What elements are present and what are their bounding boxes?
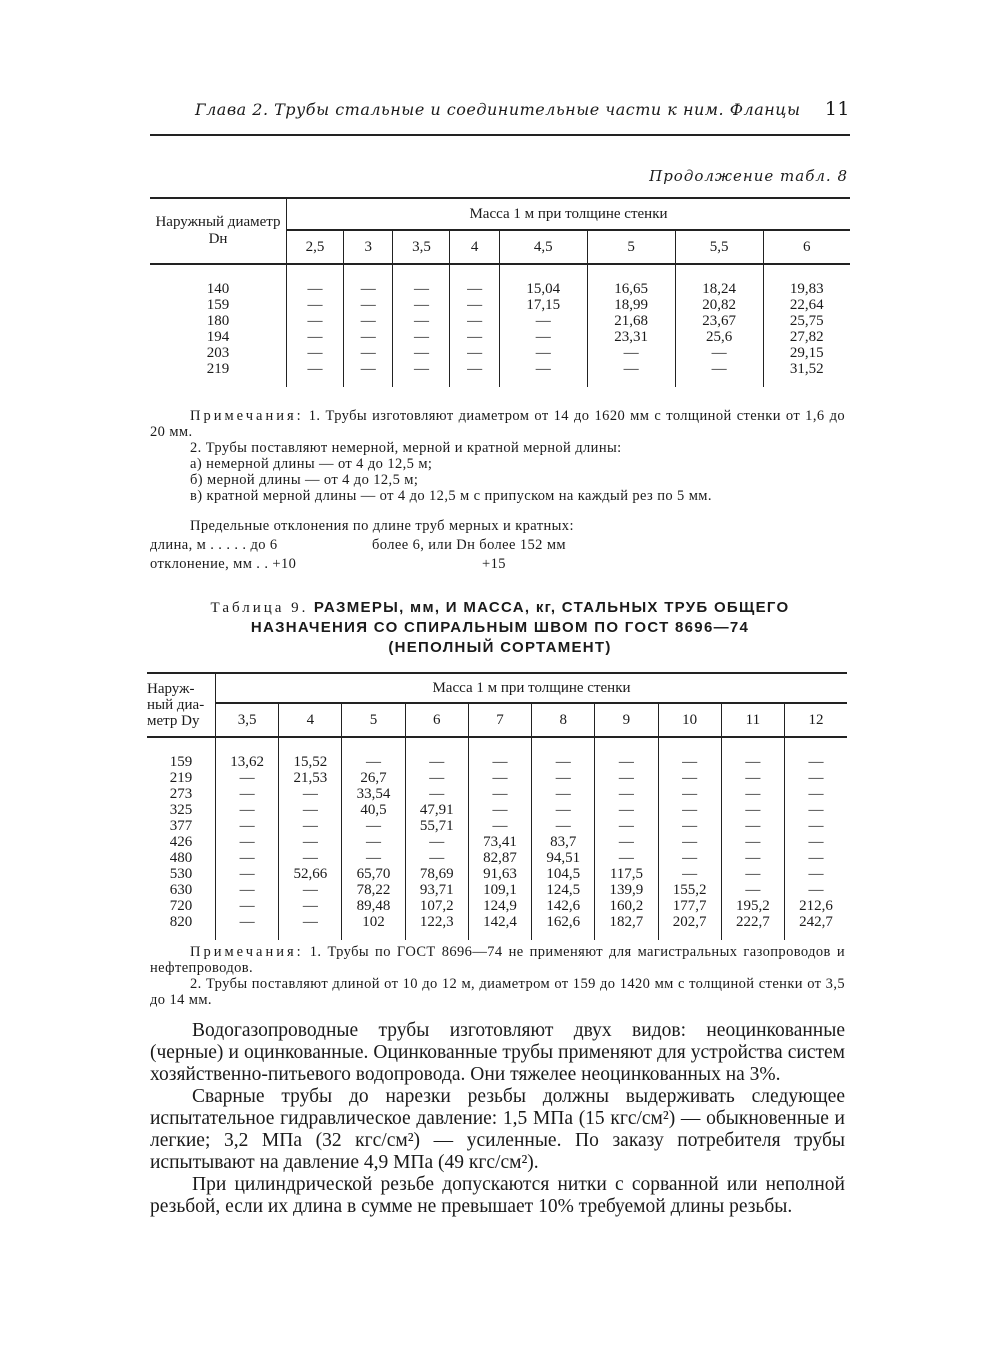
mass-cell: — <box>279 786 342 802</box>
table9-title <box>150 598 850 658</box>
mass-cell: — <box>468 802 531 818</box>
diameter-cell: 219 <box>169 770 193 786</box>
mass-cell: 78,22 <box>342 882 405 898</box>
mass-cell: — <box>784 882 847 898</box>
table-subtitle: (НЕПОЛНЫЙ СОРТАМЕНТ) <box>388 639 612 656</box>
thickness-header: 4,5 <box>499 230 587 264</box>
mass-cell: — <box>721 818 784 834</box>
mass-cell: — <box>279 850 342 866</box>
mass-cell: — <box>658 737 721 770</box>
deviation-label: отклонение, мм . . +10 <box>150 556 297 572</box>
mass-cell: — <box>468 818 531 834</box>
mass-cell: — <box>279 882 342 898</box>
thickness-header: 12 <box>784 703 847 737</box>
mass-cell: — <box>499 313 587 329</box>
body-text <box>150 1020 845 1218</box>
mass-cell: 25,75 <box>763 313 850 329</box>
mass-cell: — <box>595 770 658 786</box>
mass-cell: 109,1 <box>468 882 531 898</box>
table-row <box>147 850 847 866</box>
table-row <box>150 345 850 361</box>
mass-cell: — <box>721 770 784 786</box>
mass-cell: — <box>216 802 279 818</box>
mass-cell: 33,54 <box>342 786 405 802</box>
thickness-header: 10 <box>658 703 721 737</box>
thickness-header: 5 <box>342 703 405 737</box>
mass-cell: 89,48 <box>342 898 405 914</box>
mass-cell: 107,2 <box>405 898 468 914</box>
mass-cell: — <box>784 834 847 850</box>
mass-cell: 47,91 <box>405 802 468 818</box>
mass-cell: — <box>499 345 587 361</box>
mass-cell: — <box>405 737 468 770</box>
deviation-value-2: +15 <box>482 556 506 572</box>
mass-cell: — <box>216 786 279 802</box>
thickness-header: 5,5 <box>675 230 763 264</box>
mass-cell: — <box>344 345 393 361</box>
mass-cell: — <box>721 834 784 850</box>
mass-cell: — <box>344 329 393 345</box>
diameter-cell: 194 <box>206 329 230 345</box>
mass-cell: — <box>287 329 344 345</box>
mass-cell: — <box>532 786 595 802</box>
mass-cell: — <box>532 802 595 818</box>
mass-cell: — <box>784 770 847 786</box>
mass-cell: — <box>342 834 405 850</box>
mass-cell: — <box>595 737 658 770</box>
mass-cell: — <box>216 850 279 866</box>
mass-cell: 65,70 <box>342 866 405 882</box>
mass-cell: — <box>287 297 344 313</box>
mass-cell: 55,71 <box>405 818 468 834</box>
mass-cell: — <box>721 737 784 770</box>
thickness-header: 3 <box>344 230 393 264</box>
mass-cell: — <box>393 264 450 297</box>
thickness-header: 7 <box>468 703 531 737</box>
table-caption: РАЗМЕРЫ, мм, И МАССА, кг, СТАЛЬНЫХ ТРУБ ОБЩЕГО НАЗНАЧЕНИЯ СО СПИРАЛЬНЫМ ШВОМ ПО ГОСТ 8696—74 <box>250 599 790 636</box>
table-row <box>147 898 847 914</box>
thickness-header: 3,5 <box>393 230 450 264</box>
diameter-cell: 426 <box>169 834 193 850</box>
table-row <box>147 866 847 882</box>
mass-cell: 242,7 <box>784 914 847 940</box>
mass-cell: — <box>595 818 658 834</box>
mass-cell: 13,62 <box>216 737 279 770</box>
note-1: 1. Трубы по ГОСТ 8696—74 не применяют для магистральных газопроводов и нефтепроводов. <box>150 944 845 976</box>
paragraph: Водогазопроводные трубы изготовляют двух видов: неоцинкованные (черные) и оцинкованные. Оцинкованные трубы применяют для устройства систем хозяйственно-питьевого водопровода. Они тяжелее неоцинкованных на 3%. <box>150 1020 845 1085</box>
mass-cell: 91,63 <box>468 866 531 882</box>
mass-cell: — <box>279 834 342 850</box>
mass-cell: — <box>216 834 279 850</box>
note-2a: а) немерной длины — от 4 до 12,5 м; <box>190 456 433 472</box>
note-2: 2. Трубы поставляют длиной от 10 до 12 м, диаметром от 159 до 1420 мм с толщиной стенки от 3,5 до 14 мм. <box>150 976 845 1008</box>
mass-cell: — <box>216 914 279 940</box>
thickness-header: 2,5 <box>287 230 344 264</box>
mass-cell: — <box>216 866 279 882</box>
table-row <box>150 313 850 329</box>
mass-cell: — <box>784 802 847 818</box>
mass-cell: 21,53 <box>279 770 342 786</box>
length-label: длина, м . . . . . до 6 <box>150 537 278 553</box>
note-2: 2. Трубы поставляют немерной, мерной и кратной мерной длины: <box>190 440 622 456</box>
mass-cell: — <box>287 345 344 361</box>
diameter-cell: 180 <box>206 313 230 329</box>
mass-cell: 142,4 <box>468 914 531 940</box>
mass-cell: 82,87 <box>468 850 531 866</box>
diameter-cell: 273 <box>169 786 193 802</box>
mass-cell: — <box>658 786 721 802</box>
mass-cell: — <box>287 313 344 329</box>
mass-cell: — <box>784 786 847 802</box>
mass-cell: 160,2 <box>595 898 658 914</box>
paragraph: При цилиндрической резьбе допускаются нитки с сорванной или неполной резьбой, если их длина в сумме не превышает 10% требуемой длины резьбы. <box>150 1174 845 1217</box>
mass-cell: 182,7 <box>595 914 658 940</box>
mass-cell: — <box>532 737 595 770</box>
mass-cell: — <box>405 770 468 786</box>
mass-cell: 22,64 <box>763 297 850 313</box>
mass-cell: — <box>721 786 784 802</box>
table-row <box>150 297 850 313</box>
mass-cell: — <box>595 802 658 818</box>
mass-cell: 21,68 <box>587 313 675 329</box>
table-9 <box>147 672 847 940</box>
mass-cell: 195,2 <box>721 898 784 914</box>
mass-cell: — <box>216 818 279 834</box>
col-header-diameter: Наружный диаметр Dн <box>150 198 287 264</box>
mass-cell: — <box>658 770 721 786</box>
mass-cell: — <box>721 850 784 866</box>
thickness-header: 9 <box>595 703 658 737</box>
mass-cell: 117,5 <box>595 866 658 882</box>
mass-cell: — <box>342 737 405 770</box>
mass-cell: 124,9 <box>468 898 531 914</box>
mass-cell: — <box>784 866 847 882</box>
table-row <box>150 361 850 387</box>
table-row <box>147 882 847 898</box>
thickness-header: 4 <box>450 230 499 264</box>
paragraph: Сварные трубы до нарезки резьбы должны выдерживать следующее испытательное гидравлическое давление: 1,5 МПа (15 кгс/см²) — обыкновенные и легкие; 3,2 МПа (32 кгс/см²) — усиленные. По заказу потребителя трубы испытывают на давление 4,9 МПа (49 кгс/см²). <box>150 1086 845 1173</box>
mass-cell: 73,41 <box>468 834 531 850</box>
mass-cell: — <box>658 850 721 866</box>
table-row <box>147 770 847 786</box>
mass-cell: — <box>216 882 279 898</box>
note-2c: в) кратной мерной длины — от 4 до 12,5 м с припуском на каждый рез по 5 мм. <box>190 488 712 504</box>
mass-cell: 142,6 <box>532 898 595 914</box>
mass-cell: — <box>468 737 531 770</box>
mass-cell: — <box>595 786 658 802</box>
diameter-cell: 530 <box>169 866 193 882</box>
mass-cell: — <box>393 361 450 387</box>
mass-cell: — <box>784 818 847 834</box>
mass-cell: 20,82 <box>675 297 763 313</box>
table-number: Таблица 9. <box>210 600 309 616</box>
mass-cell: 212,6 <box>784 898 847 914</box>
table-row <box>147 802 847 818</box>
mass-cell: — <box>279 898 342 914</box>
mass-cell: 124,5 <box>532 882 595 898</box>
diameter-cell: 203 <box>206 345 230 361</box>
thickness-header: 5 <box>587 230 675 264</box>
mass-cell: — <box>532 818 595 834</box>
mass-cell: — <box>344 313 393 329</box>
chapter-title: Глава 2. Трубы стальные и соединительные части к ним. Фланцы <box>195 100 801 119</box>
mass-cell: 26,7 <box>342 770 405 786</box>
table8-notes <box>150 408 845 572</box>
mass-cell: — <box>279 818 342 834</box>
mass-cell: — <box>279 914 342 940</box>
mass-cell: — <box>344 361 393 387</box>
mass-cell: — <box>499 329 587 345</box>
mass-cell: 15,04 <box>499 264 587 297</box>
mass-cell: — <box>468 770 531 786</box>
mass-cell: — <box>721 802 784 818</box>
thickness-header: 6 <box>763 230 850 264</box>
mass-cell: 202,7 <box>658 914 721 940</box>
mass-cell: 104,5 <box>532 866 595 882</box>
diameter-cell: 219 <box>206 361 230 377</box>
thickness-header: 8 <box>532 703 595 737</box>
table8-continuation: Продолжение табл. 8 <box>649 167 848 185</box>
mass-cell: — <box>344 297 393 313</box>
mass-cell: 19,83 <box>763 264 850 297</box>
table-row <box>147 818 847 834</box>
mass-cell: — <box>468 786 531 802</box>
thickness-header: 3,5 <box>216 703 279 737</box>
col-header-diameter: Наруж-ный диа-метр Dу <box>147 673 216 737</box>
mass-cell: — <box>342 850 405 866</box>
diameter-cell: 140 <box>206 281 230 297</box>
mass-cell: — <box>721 866 784 882</box>
length-value-2: более 6, или Dн более 152 мм <box>372 537 567 553</box>
mass-cell: 31,52 <box>763 361 850 387</box>
mass-cell: — <box>405 850 468 866</box>
mass-cell: — <box>499 361 587 387</box>
mass-cell: 83,7 <box>532 834 595 850</box>
running-header <box>195 100 850 119</box>
mass-cell: — <box>784 850 847 866</box>
mass-cell: — <box>393 297 450 313</box>
mass-cell: 25,6 <box>675 329 763 345</box>
table-row <box>150 329 850 345</box>
mass-cell: — <box>658 802 721 818</box>
diameter-cell: 720 <box>169 898 193 914</box>
mass-cell: — <box>393 313 450 329</box>
mass-cell: — <box>450 361 499 387</box>
mass-cell: 177,7 <box>658 898 721 914</box>
mass-cell: — <box>405 786 468 802</box>
table9-notes <box>150 944 845 1008</box>
notes-label: Примечания: <box>190 944 304 960</box>
mass-cell: 16,65 <box>587 264 675 297</box>
mass-cell: — <box>450 297 499 313</box>
diameter-cell: 820 <box>169 914 193 930</box>
mass-cell: — <box>393 345 450 361</box>
mass-cell: — <box>342 818 405 834</box>
mass-cell: — <box>216 898 279 914</box>
mass-cell: — <box>587 345 675 361</box>
table-row <box>147 834 847 850</box>
diameter-cell: 159 <box>206 297 230 313</box>
mass-cell: — <box>675 345 763 361</box>
note-1: 1. Трубы изготовляют диаметром от 14 до 1620 мм с толщиной стенки от 1,6 до 20 мм. <box>150 408 846 440</box>
mass-cell: — <box>721 882 784 898</box>
mass-cell: 155,2 <box>658 882 721 898</box>
mass-cell: 52,66 <box>279 866 342 882</box>
mass-cell: — <box>595 834 658 850</box>
thickness-header: 11 <box>721 703 784 737</box>
note-2b: б) мерной длины — от 4 до 12,5 м; <box>190 472 419 488</box>
mass-cell: — <box>450 345 499 361</box>
mass-cell: — <box>405 834 468 850</box>
thickness-header: 4 <box>279 703 342 737</box>
table-row <box>150 264 850 297</box>
mass-cell: — <box>658 818 721 834</box>
mass-cell: 162,6 <box>532 914 595 940</box>
table-row <box>147 737 847 770</box>
mass-cell: 27,82 <box>763 329 850 345</box>
mass-cell: — <box>450 264 499 297</box>
page-number: 11 <box>824 98 850 120</box>
diameter-cell: 377 <box>169 818 193 834</box>
mass-cell: — <box>344 264 393 297</box>
table-row <box>147 914 847 940</box>
mass-cell: — <box>450 329 499 345</box>
mass-cell: — <box>595 850 658 866</box>
mass-cell: 18,99 <box>587 297 675 313</box>
mass-cell: 17,15 <box>499 297 587 313</box>
mass-cell: 94,51 <box>532 850 595 866</box>
mass-cell: — <box>279 802 342 818</box>
mass-cell: — <box>675 361 763 387</box>
header-rule <box>150 134 850 136</box>
group-header: Масса 1 м при толщине стенки <box>287 198 851 230</box>
diameter-cell: 325 <box>169 802 193 818</box>
mass-cell: 23,67 <box>675 313 763 329</box>
mass-cell: 222,7 <box>721 914 784 940</box>
table-8 <box>150 197 850 387</box>
mass-cell: 102 <box>342 914 405 940</box>
mass-cell: 29,15 <box>763 345 850 361</box>
mass-cell: 122,3 <box>405 914 468 940</box>
diameter-cell: 630 <box>169 882 193 898</box>
thickness-header: 6 <box>405 703 468 737</box>
mass-cell: — <box>587 361 675 387</box>
group-header: Масса 1 м при толщине стенки <box>216 673 848 703</box>
mass-cell: 23,31 <box>587 329 675 345</box>
mass-cell: — <box>658 834 721 850</box>
mass-cell: 15,52 <box>279 737 342 770</box>
mass-cell: — <box>532 770 595 786</box>
mass-cell: — <box>658 866 721 882</box>
mass-cell: 78,69 <box>405 866 468 882</box>
mass-cell: — <box>287 264 344 297</box>
mass-cell: 139,9 <box>595 882 658 898</box>
diameter-cell: 480 <box>169 850 193 866</box>
mass-cell: — <box>784 737 847 770</box>
diameter-cell: 159 <box>169 754 193 770</box>
mass-cell: — <box>450 313 499 329</box>
mass-cell: 18,24 <box>675 264 763 297</box>
limits-title: Предельные отклонения по длине труб мерных и кратных: <box>190 518 574 534</box>
mass-cell: — <box>287 361 344 387</box>
mass-cell: — <box>393 329 450 345</box>
mass-cell: 93,71 <box>405 882 468 898</box>
table-row <box>147 786 847 802</box>
mass-cell: 40,5 <box>342 802 405 818</box>
mass-cell: — <box>216 770 279 786</box>
notes-label: Примечания: <box>190 408 304 424</box>
